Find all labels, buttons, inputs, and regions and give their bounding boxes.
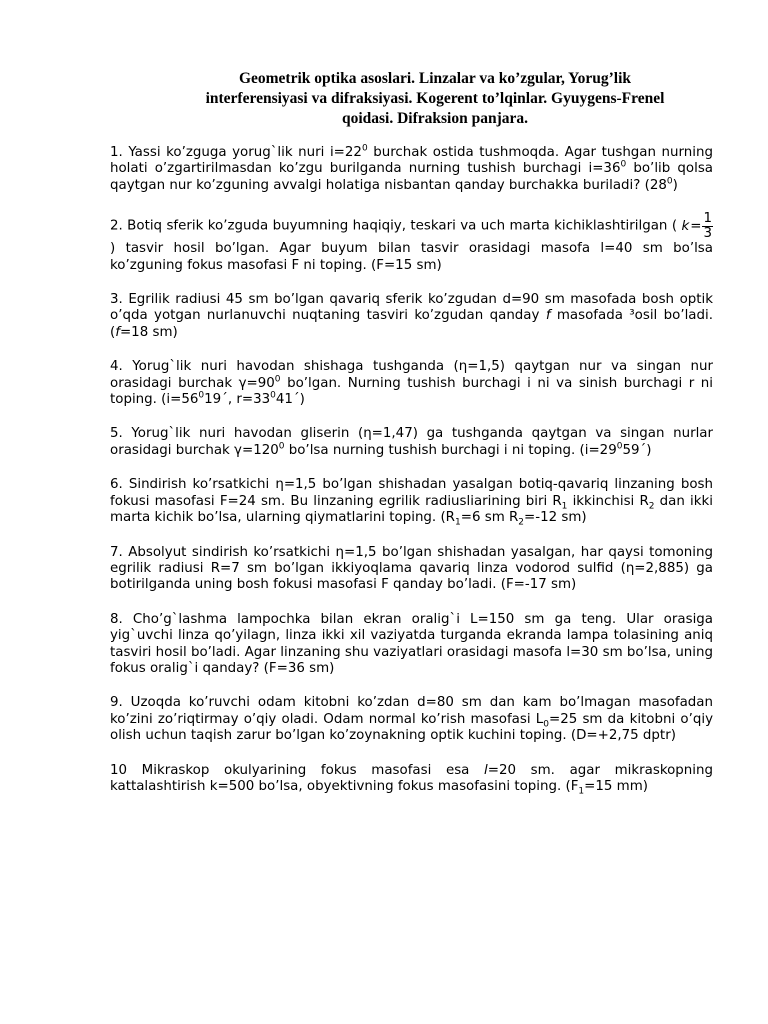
title-line-2: interferensiyasi va difraksiyasi. Kogerent to’lqinlar. Gyuygens-Frenel — [205, 90, 665, 107]
problem-10: 10 Mikraskop okulyarining fokus masofasi esa l=20 sm. agar mikraskopning kattalashtirish k=500 bo’lsa, obyektivning fokus masofasini toping. ($F_1=15$ mm) — [110, 762, 713, 797]
problem-6: 6. Sindirish ko’rsatkichi η=1,5 bo’lgan shishadan yasalgan botiq-qavariq linzaning bosh fokusi masofasi F=24 sm. Bu linzaning egrilik radiusliarining biri $R_1$ ikkinchisi $R_2$ dan ikki marta kichik bo’lsa, ularning qiymatlarini toping. ($R_1=6$ sm $R_2=-12$ sm) — [110, 477, 713, 528]
problem-9: 9. Uzoqda ko’ruvchi odam kitobni ko’zdan d=80 sm dan kam bo’lmagan masofadan ko’zini zo’riqtirmay o’qiy oladi. Odam normal ko’rish masofasi $L_0=25$ sm da kitobni o’qiy olish uchun taqish zarur bo’lgan ko’zoynakning optik kuchini toping. (D=+2,75 dptr) — [110, 695, 714, 744]
problem-1: 1. Yassi ko’zguga yorug`lik nuri $i=22^0$ burchak ostida tushmoqda. Agar tushgan nurning holati o’zgartirilmasdan ko’zgu burilganda nurning tushish burchagi $i=36^0$ bo’lib qolsa qaytgan nur ko’zguning avvalgi holatiga nisbantan qanday burchakka buriladi? $(28^0)$ — [110, 143, 713, 193]
problem-5: 5. Yorug`lik nuri havodan gliserin (η=1,47) ga tushganda qaytgan va singan nurlar orasidagi burchak $\gamma=120^0$ bo’lsa nurning tushish burchagi i ni toping. $(i=29^059´)$ — [110, 426, 713, 458]
problem-8: 8. Cho’g`lashma lampochka bilan ekran oralig`i L=150 sm ga teng. Ular orasiga yig`uvchi linza qo’yilagn, linza ikki xil vaziyatda turganda ekranda lampa tolasining aniq tasviri hosil bo’ladi. Agar linzaning shu vaziyatlari orasidagi masofa l=30 sm bo’lsa, uning fokus oralig`i qanday? (F=36 sm) — [110, 611, 713, 676]
title-line-1: Geometrik optika asoslari. Linzalar va ko’zgular, Yorug’lik — [238, 70, 632, 87]
title-line-3: qoidasi. Difraksion panjara. — [341, 110, 529, 127]
document-title — [150, 69, 720, 129]
problem-3: 3. Egrilik radiusi 45 sm bo’lgan qavariq sferik ko’zgudan d=90 sm masofada bosh optik o’qda yotgan nurlanuvchi nuqtaning tasviri ko’zgudan qanday f masofada ³osil bo’ladi. (f=18 sm) — [110, 292, 713, 340]
problem-list — [110, 145, 713, 813]
problem-4: 4. Yorug`lik nuri havodan shishaga tushganda (η=1,5) qaytgan nur va singan nur orasidagi burchak $\gamma=90^0$ bo’lgan. Nurning tushish burchagi i ni va sinish burchagi r ni toping. ($i=56^019´$, $r=33^041´$) — [110, 359, 713, 408]
fraction-k-one-third: k = $\frac{1}{3}$ — [681, 211, 712, 242]
problem-2: 2. Botiq sferik ko’zguda buyumning haqiqiy, teskari va uch marta kichiklashtirilgan ( k = $\frac{1}{3}$ ) tasvir hosil bo’lgan. Agar buyum bilan tasvir orasidagi masofa l=40 sm bo’lsa ko’zguning fokus masofasi F ni toping. (F=15 sm) — [110, 211, 713, 273]
problem-7: 7. Absolyut sindirish ko’rsatkichi η=1,5 bo’lgan shishadan yasalgan, har qaysi tomoning egrilik radiusi R=7 sm bo’lgan ikkiyoqlama qavariq linza vodorod sulfid (η=2,885) ga botirilganda uning bosh fokusi masofasi F qanday bo’ladi. (F=-17 sm) — [110, 544, 713, 593]
